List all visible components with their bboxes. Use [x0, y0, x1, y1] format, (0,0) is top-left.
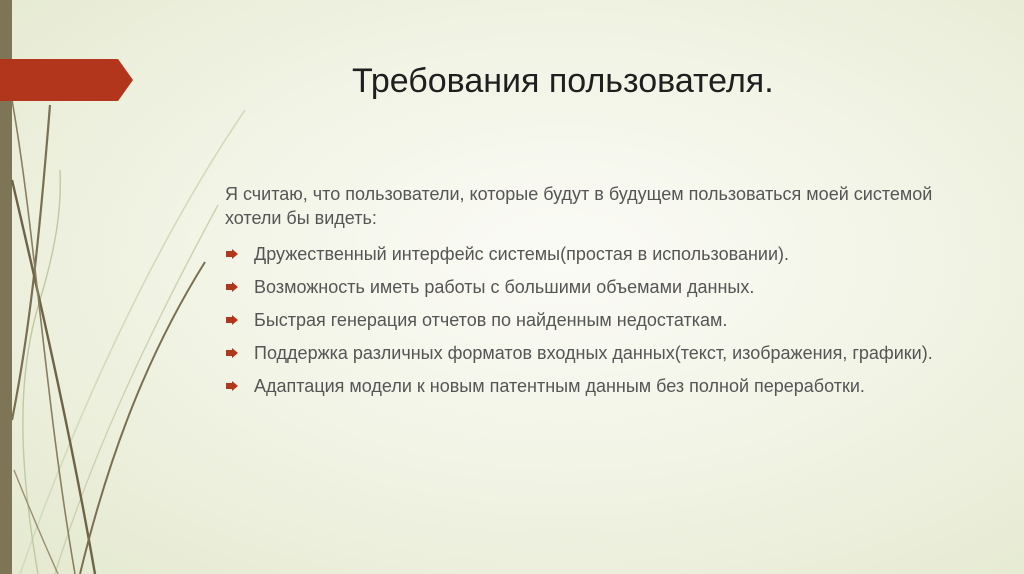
- list-item-text: Адаптация модели к новым патентным данным без полной переработки.: [254, 376, 865, 396]
- list-item: [225, 242, 954, 266]
- list-item: [225, 374, 954, 398]
- slide-title: Требования пользователя.: [352, 62, 774, 100]
- slide-body: [225, 182, 965, 407]
- arrow-right-icon: [226, 249, 238, 259]
- list-item-text: Быстрая генерация отчетов по найденным недостаткам.: [254, 310, 728, 330]
- list-item-text: Поддержка различных форматов входных данных(текст, изображения, графики).: [254, 343, 933, 363]
- arrow-right-icon: [226, 348, 238, 358]
- arrow-right-icon: [226, 381, 238, 391]
- list-item: [225, 341, 954, 365]
- arrow-right-icon: [226, 315, 238, 325]
- bullet-list: [225, 242, 965, 398]
- list-item-text: Возможность иметь работы с большими объемами данных.: [254, 277, 755, 297]
- list-item: [225, 308, 954, 332]
- list-item-text: Дружественный интерфейс системы(простая в использовании).: [254, 244, 789, 264]
- intro-text: Я считаю, что пользователи, которые будут в будущем пользоваться моей системой хотели бы видеть:: [225, 184, 933, 228]
- arrow-right-icon: [226, 282, 238, 292]
- list-item: [225, 275, 954, 299]
- title-accent-arrow: [0, 59, 133, 101]
